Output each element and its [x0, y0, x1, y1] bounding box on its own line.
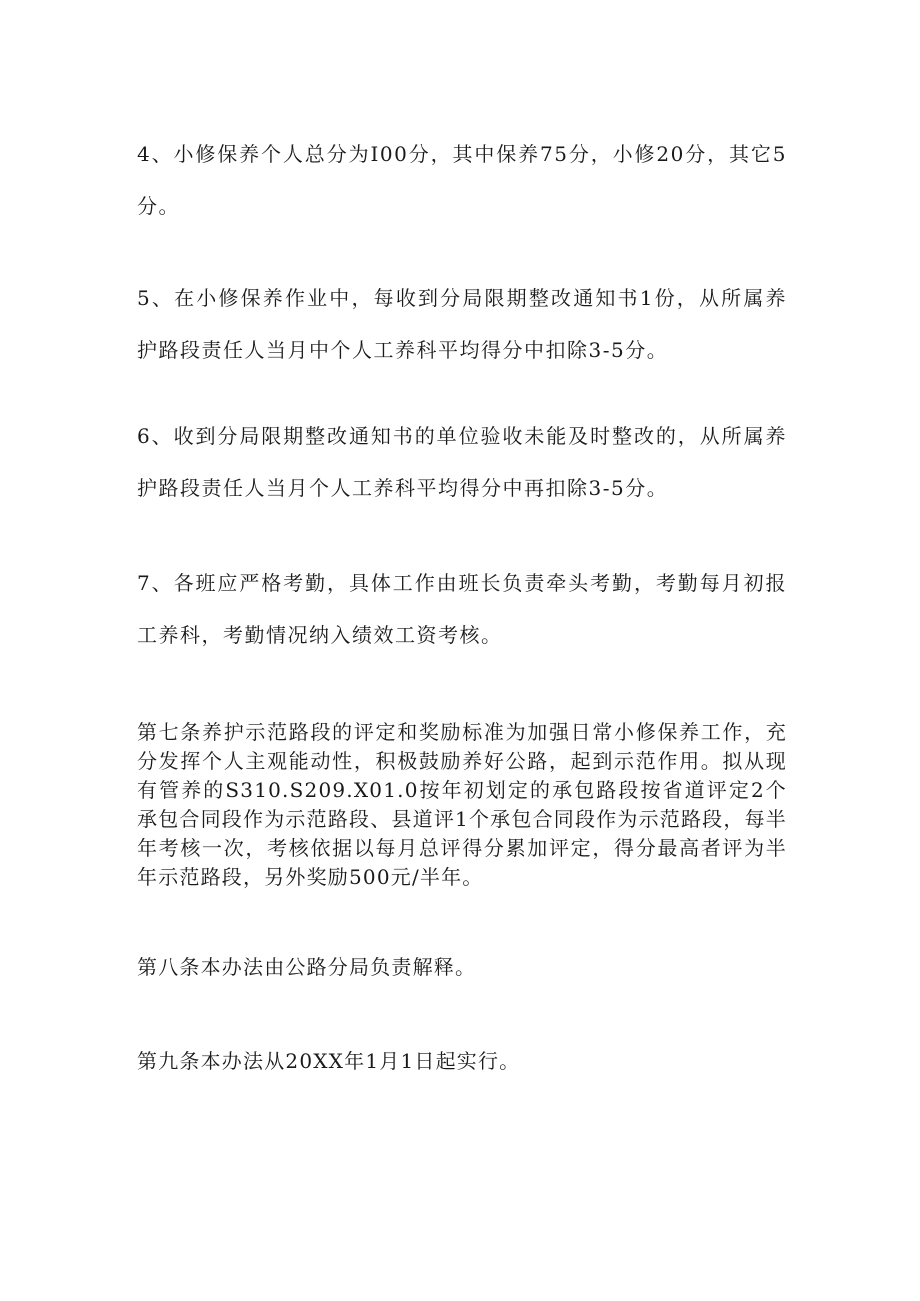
article-7-paragraph: 第七条养护示范路段的评定和奖励标准为加强日常小修保养工作，充分发挥个人主观能动性，积极鼓励养好公路，起到示范作用。拟从现有管养的S310.S209.X01.0按年初划定的承包路段按省道评定2个承包合同段作为示范路段、县道评1个承包合同段作为示范路段，每半年考核一次，考核依据以每月总评得分累加评定，得分最高者评为半年示范路段，另外奖励500元/半年。 — [137, 720, 787, 889]
article-9-paragraph: 第九条本办法从20XX年1月1日起实行。 — [137, 1049, 521, 1073]
rule-item-7: 7、各班应严格考勤，具体工作由班长负责牵头考勤，考勤每月初报工养科，考勤情况纳入绩效工资考核。 — [137, 571, 787, 647]
article-8-paragraph: 第八条本办法由公路分局负责解释。 — [137, 955, 477, 979]
rule-item-5: 5、在小修保养作业中，每收到分局限期整改通知书1份，从所属养护路段责任人当月中个人工养科平均得分中扣除3-5分。 — [137, 286, 787, 362]
rule-item-6: 6、收到分局限期整改通知书的单位验收未能及时整改的，从所属养护路段责任人当月个人工养科平均得分中再扣除3-5分。 — [137, 424, 787, 500]
rule-item-4: 4、小修保养个人总分为I00分，其中保养75分，小修20分，其它5分。 — [137, 142, 787, 218]
